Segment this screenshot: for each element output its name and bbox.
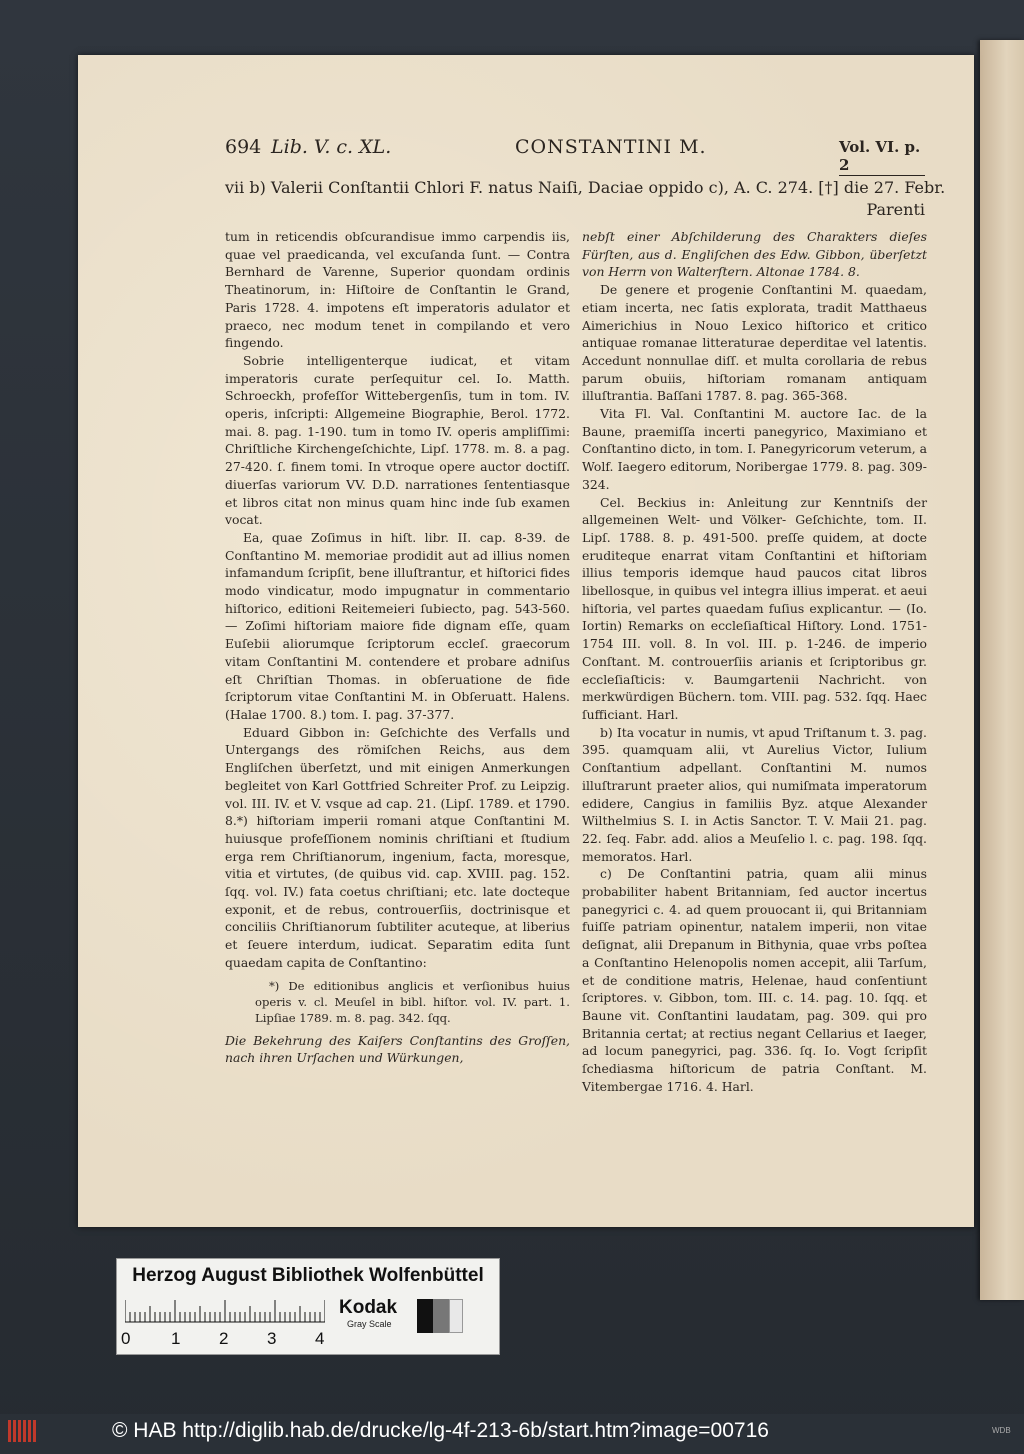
gray-patch (449, 1299, 463, 1333)
page-heading: CONSTANTINI M. (515, 136, 707, 158)
intro-catchword: Parenti (866, 200, 925, 219)
footnote: *) De editionibus anglicis et verſionibus huius operis v. cl. Meuſel in bibl. hiſtor. vol. IV. part. 1. Lipſiae 1789. m. 8. pag. 342. ſqq. (255, 978, 570, 1025)
volume-reference: Vol. VI. p. 2 (839, 138, 925, 176)
left-paragraph: Sobrie intelligenterque iudicat, et vitam imperatoris curate perſequitur cel. Io. Matth. Schroeckh, profeſſor Wittebergenſis, tum in tom. IV. operis, inſcripti: Allgemeine Biographie, Berol. 1772. mai. 8. pag. 1-190. tum in tomo IV. operis ampliſſimi: Chriſtliche Kirchengeſchichte, Lipſ. 1778. m. 8. a pag. 27-420. ſ. finem tomi. In vtroque opere auctor doctiſſ. diuerſas variorum VV. D.D. narrationes ſententiasque et libros citat non minus quam hinc inde ſub examen vocat. (225, 352, 570, 528)
page-number: 694 (225, 136, 262, 158)
gray-patch (417, 1299, 433, 1333)
footer-bar (0, 1414, 1024, 1454)
closing-title: Die Bekehrung des Kaiſers Conſtantins des Groſſen, nach ihren Urſachen und Würkungen, (225, 1032, 570, 1066)
right-paragraph: nebſt einer Abſchilderung des Charakters dieſes Fürſten, aus d. Engliſchen des Edw. Gibbon, überſetzt von Herrn von Walterſtern. Altonae 1784. 8. (582, 229, 927, 280)
left-paragraph: Eduard Gibbon in: Geſchichte des Verfalls und Untergangs des römiſchen Reichs, aus dem Engliſchen überſetzt, und mit einigen Anmerkungen begleitet von Karl Gottfried Schreiter Prof. zu Leipzig. vol. III. IV. et V. vsque ad cap. 21. (Lipſ. 1789. et 1790. 8.*) hiſtoriam imperii romani atque Conſtantini M. huiusque profeſſionem nominis chriſtiani et ſtudium erga rem Chriſtianorum, ingenium, facta, moresque, vitia et virtutes, (de quibus vid. cap. XVIII. pag. 152. ſqq. vol. IV.) fata coetus chriſtiani; etc. late docteque exponit, et de rebus, controuerſiis, doctrinisque et conciliis Chriſtianorum ſubtiliter acuteque, at liberius et ſeuere interdum, iudicat. Separatim edita ſunt quaedam capita de Conſtantino: (225, 724, 570, 970)
copyright-url: © HAB http://diglib.hab.de/drucke/lg-4f-213-6b/start.htm?image=00716 (112, 1419, 769, 1442)
left-paragraph: Ea, quae Zoſimus in hiſt. libr. II. cap. 8-39. de Conſtantino M. memoriae prodidit aut ad illius nomen infamandum ſcripſit, bene illuſtrantur, et hiſtorici fides modo vindicatur, modo impugnatur in commentario hiſtorico, editioni Reitemeieri ſubiecto, pag. 543-560. — Zoſimi hiſtoriam maiore fide dignam eſſe, quam Euſebii aliorumque ſcriptorum eccleſ. graecorum vitam Conſtantini M. contendere et probare adniſus eſt Chriſtian Thomas. in obſeruatione de fide ſcriptorum vitae Conſtantini M. in Obſeruatt. Halens. (Halae 1700. 8.) tom. I. pag. 37-377. (225, 529, 570, 722)
gray-patch (433, 1299, 449, 1333)
corner-mark: WDB (992, 1426, 1011, 1435)
gray-scale-patches (417, 1299, 463, 1333)
hab-logo-icon (6, 1416, 42, 1446)
intro-line: vii b) Valerii Conſtantii Chlori F. natus Naiſi, Daciae oppido c), A. C. 274. [†] die 27. Febr. (225, 178, 946, 197)
ruler-number: 2 (219, 1329, 229, 1348)
ruler-scale (125, 1297, 325, 1323)
left-paragraph: tum in reticendis obſcurandisue immo carpendis iis, quae vel praedicanda, vel excuſanda ſunt. — Contra Bernhard de Varenne, Superior quondam ordinis Theatinorum, in: Hiſtoire de Conſtantin le Grand, Paris 1728. 4. impotens eſt imperatoris adulator et praeco, nec modum tenet in compilando et vero fingendo. (225, 229, 570, 351)
right-paragraph: De genere et progenie Conſtantini M. quaedam, etiam incerta, nec ſatis explorata, tradit Matthaeus Aimerichius in Nouo Lexico hiſtorico et critico antiquae romanae litteraturae deperditae vel latentis. Accedunt nonnullae diſſ. et multa corollaria de rebus parum obuiis, hiſtoriam romanam antiquam illuſtrantia. Baſſani 1787. 8. pag. 365-368. (582, 282, 927, 404)
right-column (582, 228, 927, 1095)
ruler-number: 4 (315, 1329, 325, 1348)
color-calibration-card (116, 1258, 500, 1355)
chapter-reference: Lib. V. c. XL. (271, 136, 392, 158)
adjacent-page-edge (980, 40, 1024, 1300)
ruler-number: 3 (267, 1329, 277, 1348)
ruler-number: 1 (171, 1329, 181, 1348)
note-c: c) De Conſtantini patria, quam alii minus probabiliter habent Britanniam, ſed auctor incertus panegyrici c. 4. ad quem prouocant ii, qui Britanniam fuiſſe patriam opinentur, natalem imperii, non vitae deſignat, alii Drepanum in Bithynia, quae vrbs poſtea a Conſtantino Helenopolis nomen accepit, alii Tarſum, et de conditione matris, Helenae, haud conſentiunt ſcriptores. v. Gibbon, tom. III. c. 14. pag. 10. ſqq. et Baune vit. Conſtantini laudatam, pag. 309. qui pro Britannia certat; at rectius negant Cellarius et Iaeger, ad locum panegyrici, pag. 336. ſq. Io. Vogt ſcripſit ſchediasma hiſtoricum de patria Conſtant. M. Vitembergae 1716. 4. Harl. (582, 866, 927, 1094)
note-b: b) Ita vocatur in numis, vt apud Triſtanum t. 3. pag. 395. quamquam alii, vt Aurelius Victor, Iulium Conſtantium adpellant. Conſtantini M. numos illuſtrarunt praeter alios, qui numiſmata imperatorum edidere, Cangius in familiis Byz. atque Alexander Wilthelmius S. I. in Actis Sanctor. T. V. Maii 21. pag. 22. ſeq. Fabr. add. alios a Meuſelio l. c. pag. 198. ſqq. memoratos. Harl. (582, 724, 927, 864)
ruler-numbers (121, 1329, 331, 1349)
running-header (225, 136, 925, 174)
library-name: Herzog August Bibliothek Wolfenbüttel (132, 1265, 484, 1286)
left-column (225, 228, 570, 1067)
kodak-logo: Kodak (339, 1297, 398, 1318)
ruler-number: 0 (121, 1329, 131, 1348)
right-paragraph: Cel. Beckius in: Anleitung zur Kenntniſs der allgemeinen Welt- und Völker- Geſchichte, tom. II. Lipſ. 1788. 8. p. 491-500. preſſe quidem, at docte eruditeque enarrat vitam Conſtantini et hiſtoriam illius temporis idemque haud paucos citat libros libellosque, in quibus vel integra illius imperat. et aeui hiſtoria, vel partes quaedam fuſius explicantur. — (Io. Iortin) Remarks on eccleſiaſtical Hiſtory. Lond. 1751-1754 III. voll. 8. In vol. III. p. 1-246. de imperio Conſtant. M. controuerſiis arianis et ſcriptoribus gr. eccleſiaſticis: v. Baumgartenii Nachricht. von merkwürdigen Büchern. tom. VIII. pag. 532. ſqq. Haec ſufficiant. Harl. (582, 494, 927, 722)
gray-scale-label: Gray Scale (347, 1319, 392, 1329)
right-paragraph: Vita Fl. Val. Conſtantini M. auctore Iac. de la Baune, praemiſſa incerti panegyrico, Maximiano et Conſtantino dicto, in tom. I. Panegyricorum veterum, a Wolf. Iaegero editorum, Noribergae 1779. 8. pag. 309-324. (582, 406, 927, 492)
